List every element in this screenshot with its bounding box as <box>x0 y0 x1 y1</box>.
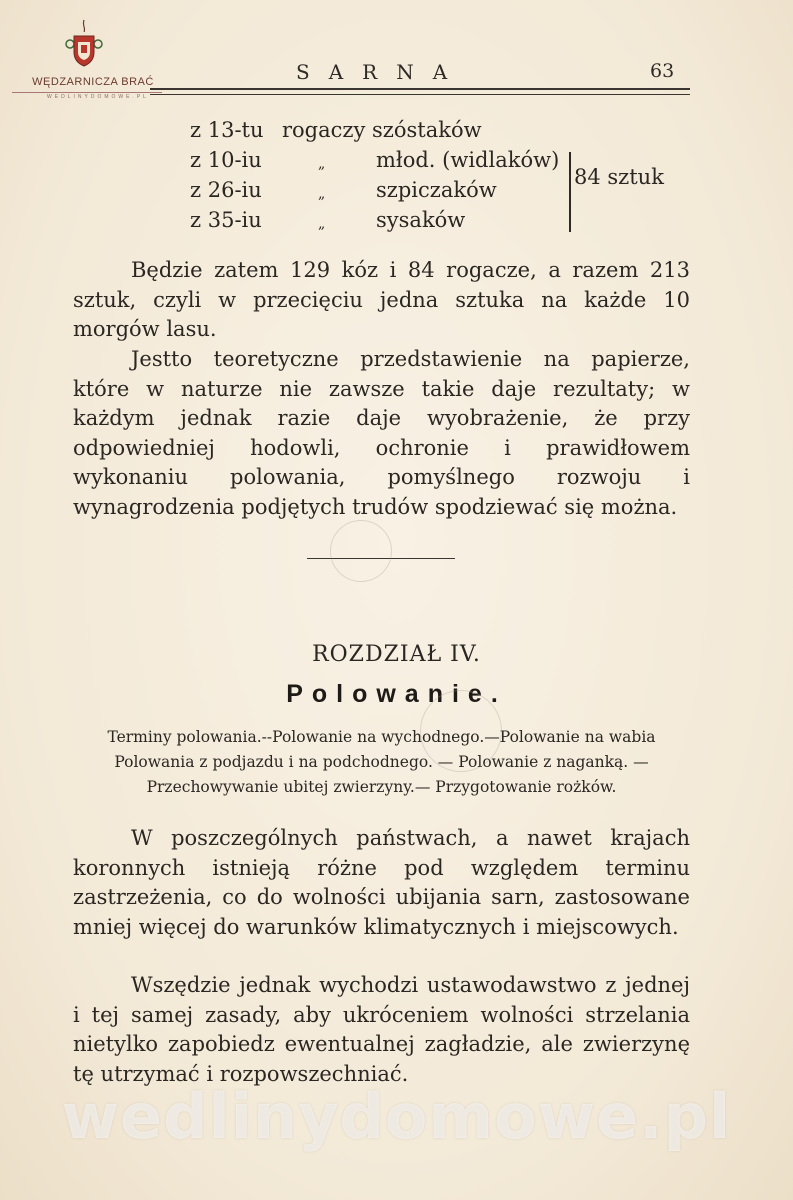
paragraph-terms: W poszczególnych państwach, a nawet krajach koronnych istnieją różne pod względem terminu zastrzeżenia, co do wolności ubijania sarn, zastosowane mniej więcej do warunków klimatycznych i miejscowych. <box>73 826 690 939</box>
tally-kind: sysaków <box>376 208 466 232</box>
chapter-summary-line: Przechowywanie ubitej zwierzyny.— Przygotowanie rożków. <box>146 778 617 796</box>
faint-stamp <box>420 690 502 772</box>
logo-url-text: WEDLINYDOMOWE.PL <box>47 94 149 100</box>
paragraph-law: Wszędzie jednak wychodzi ustawodawstwo z jednej i tej samej zasady, aby ukróceniem wolności strzelania nietylko zapobiedz ewentualnej zagładzie, ale zwierzynę tę utrzymać i rozpowszechniać. <box>73 973 690 1086</box>
header-rule <box>150 88 690 95</box>
chapter-title: Polowanie. <box>286 680 507 708</box>
brace-total: 84 sztuk <box>574 165 664 189</box>
crest-emblem-icon <box>62 18 106 70</box>
logo-divider <box>12 92 162 93</box>
ditto-mark: „ <box>318 216 326 232</box>
tally-count: z 13-tu <box>190 118 264 142</box>
watermark-text: wedlinydomowe.pl <box>61 1080 732 1153</box>
brace-line <box>569 152 571 232</box>
tally-kind: szpiczaków <box>376 178 497 202</box>
chapter-summary-line: Terminy polowania.--Polowanie na wychodnego.—Polowanie na wabia <box>107 728 656 746</box>
running-title: SARNA <box>296 60 467 84</box>
paragraph-total: Będzie zatem 129 kóz i 84 rogacze, a razem 213 sztuk, czyli w przecięciu jedna sztuka na każde 10 morgów lasu. <box>73 258 690 341</box>
tally-count: z 26-iu <box>190 178 262 202</box>
ditto-mark: „ <box>318 186 326 202</box>
site-logo[interactable] <box>12 10 162 100</box>
tally-count: z 10-iu <box>190 148 262 172</box>
faint-stamp <box>330 520 392 582</box>
page-number: 63 <box>650 60 675 82</box>
tally-kind: rogaczy szóstaków <box>282 118 482 142</box>
ditto-mark: „ <box>318 156 326 172</box>
tally-count: z 35-iu <box>190 208 262 232</box>
chapter-summary-line: Polowania z podjazdu i na podchodnego. — Polowanie z naganką. — <box>114 753 649 771</box>
logo-brand-text: WĘDZARNICZA BRAĆ <box>32 76 154 88</box>
tally-kind: młod. (widlaków) <box>376 148 560 172</box>
chapter-number: ROZDZIAŁ IV. <box>312 642 481 667</box>
paragraph-theory: Jestto teoretyczne przedstawienie na papierze, które w naturze nie zawsze takie daje rezultaty; w każdym jednak razie daje wyobrażenie, że przy odpowiedniej hodowli, ochronie i prawidłowem wykonaniu polowania, pomyślnego rozwoju i wynagrodzenia podjętych trudów spodziewać się można. <box>73 347 690 519</box>
